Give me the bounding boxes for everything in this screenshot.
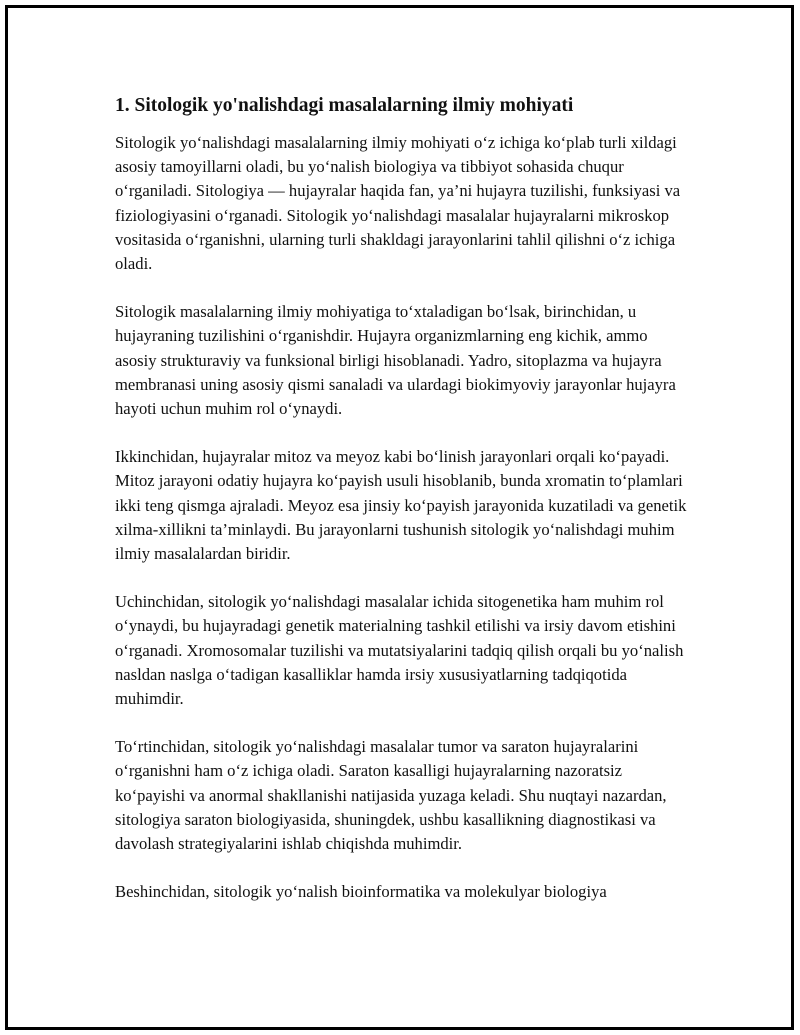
paragraph-first-point: Sitologik masalalarning ilmiy mohiyatiga to‘xtaladigan bo‘lsak, birinchidan, u hujayraning tuzilishini o‘rganishdir. Hujayra organizmlarning eng kichik, ammo asosiy strukturaviy va funksional birligi hisoblanadi. Yadro, sitoplazma va hujayra membranasi uning asosiy qismi sanaladi va ulardagi biokimyoviy jarayonlar hujayra hayoti uchun muhim rol o‘ynaydi. <box>115 302 676 419</box>
paragraph-fifth-point: Beshinchidan, sitologik yo‘nalish bioinformatika va molekulyar biologiya <box>115 882 607 902</box>
paragraph-intro: Sitologik yo‘nalishdagi masalalarning ilmiy mohiyati o‘z ichiga ko‘plab turli xildagi asosiy tamoyillarni oladi, bu yo‘nalish biologiya va tibbiyot sohasida chuqur o‘rganiladi. Sitologiya — hujayralar haqida fan, ya’ni hujayra tuzilishi, funksiyasi va fiziologiyasini o‘rganadi. Sitologik yo‘nalishdagi masalalar hujayralarni mikroskop vositasida o‘rganishni, ularning turli shakldagi jarayonlarini tahlil qilishni o‘z ichiga oladi. <box>115 133 681 274</box>
document-body <box>115 91 690 928</box>
section-heading: 1. Sitologik yo'nalishdagi masalalarning ilmiy mohiyati <box>115 95 574 116</box>
paragraph-fourth-point: To‘rtinchidan, sitologik yo‘nalishdagi masalalar tumor va saraton hujayralarini o‘rganishni ham o‘z ichiga oladi. Saraton kasalligi hujayralarning nazoratsiz ko‘payishi va anormal shakllanishi natijasida yuzaga keladi. Shu nuqtayi nazardan, sitologiya saraton biologiyasida, shuningdek, ushbu kasallikning diagnostikasi va davolash strategiyalarini ishlab chiqishda muhimdir. <box>115 737 667 854</box>
paragraph-second-point: Ikkinchidan, hujayralar mitoz va meyoz kabi bo‘linish jarayonlari orqali ko‘payadi. Mitoz jarayoni odatiy hujayra ko‘payish usuli hisoblanib, bunda xromatin to‘plamlari ikki teng qismga ajraladi. Meyoz esa jinsiy ko‘payish jarayonida kuzatiladi va genetik xilma-xillikni ta’minlaydi. Bu jarayonlarni tushunish sitologik yo‘nalishdagi muhim ilmiy masalalardan biridir. <box>115 447 687 564</box>
paragraph-third-point: Uchinchidan, sitologik yo‘nalishdagi masalalar ichida sitogenetika ham muhim rol o‘ynaydi, bu hujayradagi genetik materialning tashkil etilishi va irsiy davom etishini o‘rganadi. Xromosomalar tuzilishi va mutatsiyalarini tadqiq qilish orqali bu yo‘nalish nasldan naslga o‘tadigan kasalliklar hamda irsiy xususiyatlarning tadqiqotida muhimdir. <box>115 592 684 709</box>
